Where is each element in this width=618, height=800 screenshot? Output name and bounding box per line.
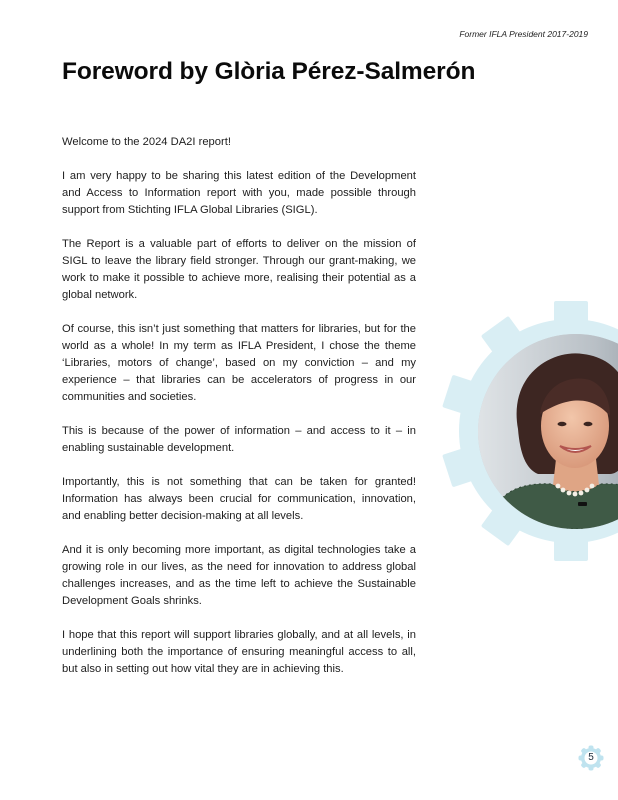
gear-tooth: [554, 301, 588, 325]
running-head: Former IFLA President 2017-2019: [459, 29, 588, 39]
paragraph-4: Of course, this isn’t just something that matters for libraries, but for the world as a whole! In my term as IFLA President, I chose the theme ‘Libraries, motors of change’, based on my conviction – and my experience – that libraries can be accelerators of progress in our communities and societies.: [62, 323, 416, 403]
paragraph-5: This is because of the power of information – and access to it – in enabling sustainable development.: [62, 425, 416, 454]
paragraph-7: And it is only becoming more important, as digital technologies take a growing role in our lives, as the need for innovation to address global challenges increases, and as the time left to achieve the Sustainable Development Goals shrinks.: [62, 544, 416, 607]
page-number: 5: [588, 752, 594, 763]
paragraph-6: Importantly, this is not something that can be taken for granted! Information has always been crucial for communication, innovation, and enabling better decision-making at all levels.: [62, 476, 416, 522]
foreword-body: [62, 134, 416, 695]
gear-tooth: [554, 537, 588, 561]
page-title: Foreword by Glòria Pérez-Salmerón: [62, 58, 476, 85]
paragraph-1: Welcome to the 2024 DA2I report!: [62, 136, 231, 148]
paragraph-2: I am very happy to be sharing this latest edition of the Development and Access to Information report with you, made possible through support from Stichting IFLA Global Libraries (SIGL).: [62, 170, 416, 216]
paragraph-3: The Report is a valuable part of efforts to deliver on the mission of SIGL to leave the library field stronger. Through our grant-making, we work to make it possible to achieve more, realising their potential as a global network.: [62, 238, 416, 301]
paragraph-8: I hope that this report will support libraries globally, and at all levels, in underlining both the importance of ensuring meaningful access to all, but also in setting out how vital they are in achieving this.: [62, 629, 416, 675]
